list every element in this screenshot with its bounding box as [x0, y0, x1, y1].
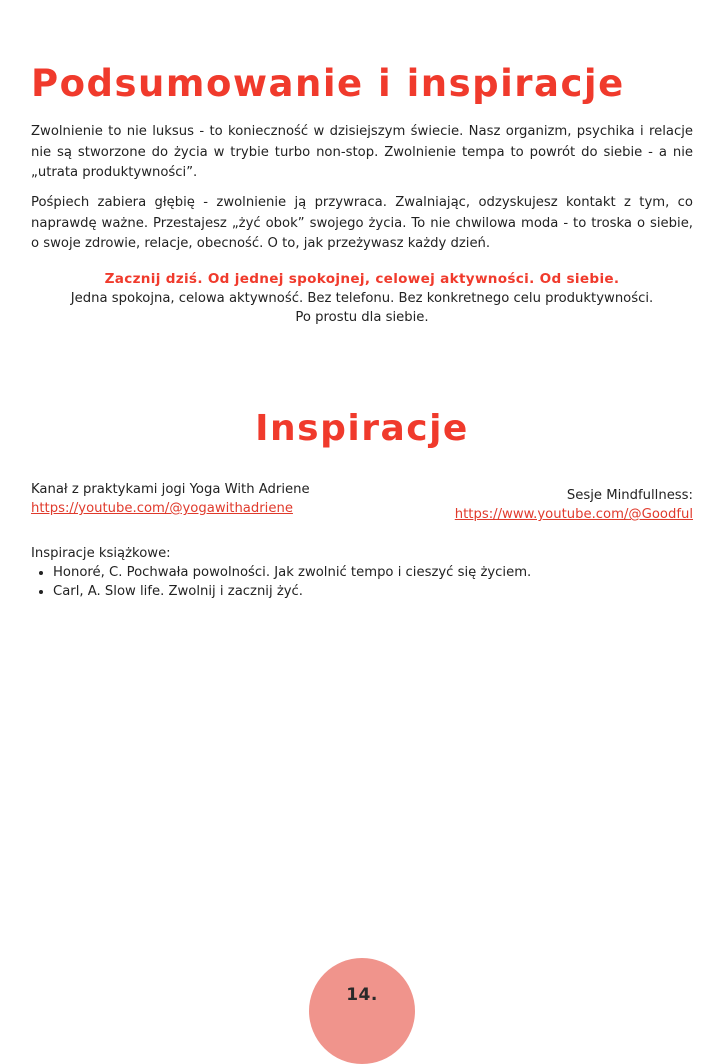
page-number: 14. — [346, 985, 378, 1005]
summary-paragraph-2: Pośpiech zabiera głębię - zwolnienie ją przywraca. Zwalniając, odzyskujesz kontakt z tym, co naprawdę ważne. Przestajesz „żyć obok” swojego życia. To nie chwilowa moda - to troska o siebie, o swoje zdrowie, relacje, obecność. O to, jak przeżywasz każdy dzień. — [31, 195, 693, 251]
mindfulness-link[interactable]: https://www.youtube.com/@Goodful — [454, 507, 693, 522]
cta-line-2: Jedna spokojna, celowa aktywność. Bez telefonu. Bez konkretnego celu produktywności. — [70, 291, 654, 306]
mindfulness-section — [455, 486, 693, 524]
page-title: Podsumowanie i inspiracje — [31, 62, 625, 105]
highlight-text: Zacznij dziś. Od jednej spokojnej, celowej aktywności. Od siebie. — [104, 271, 620, 287]
books-label: Inspiracje książkowe: — [31, 546, 171, 561]
book-item-1: • Honoré, C. Pochwała powolności. Jak zwolnić tempo i cieszyć się życiem. — [53, 563, 531, 582]
summary-paragraph-1: Zwolnienie to nie luksus - to konieczność w dzisiejszym świecie. Nasz organizm, psychika i relacje nie są stworzone do życia w trybie turbo non-stop. Zwolnienie tempa to powrót do siebie - a nie „utrata produktywności”. — [31, 124, 693, 180]
inspirations-title: Inspiracje — [255, 408, 469, 449]
yoga-link[interactable]: https://youtube.com/@yogawithadriene — [31, 501, 293, 516]
yoga-label: Kanał z praktykami jogi Yoga With Adriene — [31, 482, 310, 497]
book-item-2: • Carl, A. Slow life. Zwolnij i zacznij żyć. — [53, 582, 531, 601]
call-to-action — [31, 270, 693, 327]
cta-line-3: Po prostu dla siebie. — [295, 310, 429, 325]
books-section — [31, 544, 531, 601]
books-list — [31, 563, 531, 601]
mindfulness-label: Sesje Mindfullness: — [566, 488, 693, 503]
page-number-badge — [309, 958, 415, 1064]
yoga-section — [31, 480, 310, 518]
